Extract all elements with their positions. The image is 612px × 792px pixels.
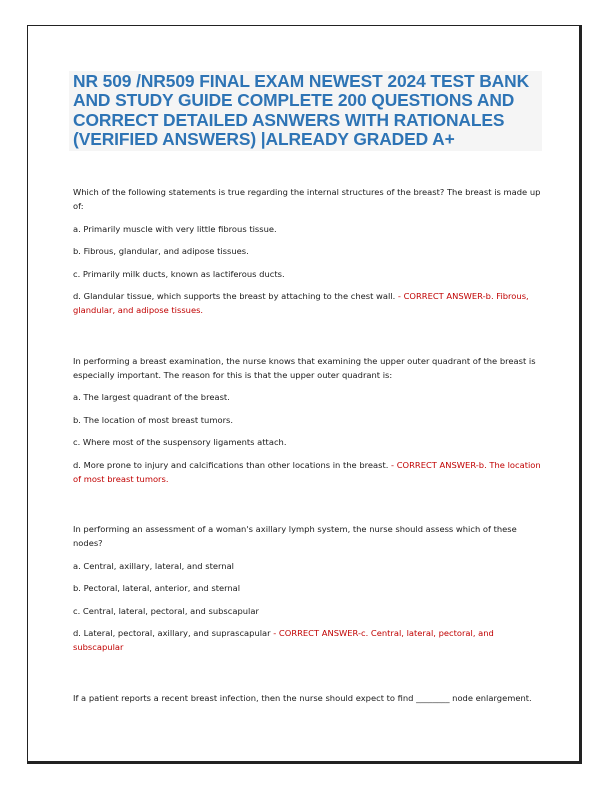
correct-answer: - CORRECT ANSWER-b. Fibrous, glandular, and adipose tissues. bbox=[73, 291, 529, 315]
correct-answer: - CORRECT ANSWER-b. The location of most breast tumors. bbox=[73, 459, 541, 484]
option-c: c. Where most of the suspensory ligaments attach. bbox=[73, 437, 287, 447]
option-d-with-answer bbox=[73, 289, 543, 317]
question-3 bbox=[73, 522, 543, 654]
question-stem: In performing an assessment of a woman's axillary lymph system, the nurse should assess which of these nodes? bbox=[73, 524, 517, 548]
question-2 bbox=[73, 354, 543, 486]
question-stem: In performing a breast examination, the nurse knows that examining the upper outer quadrant of the breast is especially important. The reason for this is that the upper outer quadrant is: bbox=[73, 355, 536, 380]
option-a: a. The largest quadrant of the breast. bbox=[73, 392, 230, 402]
option-c: c. Primarily milk ducts, known as lactiferous ducts. bbox=[73, 268, 285, 279]
spacer bbox=[73, 494, 543, 522]
document-title: NR 509 /NR509 FINAL EXAM NEWEST 2024 TEST BANK AND STUDY GUIDE COMPLETE 200 QUESTIONS AND CORRECT DETAILED ASNWERS WITH RATIONALES (VERIFIED ANSWERS) |ALREADY GRADED A+ bbox=[73, 71, 530, 150]
option-b: b. Pectoral, lateral, anterior, and sternal bbox=[73, 583, 241, 593]
option-a: a. Central, axillary, lateral, and sternal bbox=[73, 560, 235, 571]
option-c: c. Central, lateral, pectoral, and subscapular bbox=[73, 605, 259, 616]
option-d-with-answer bbox=[73, 626, 543, 654]
spacer bbox=[73, 663, 543, 691]
question-list bbox=[73, 185, 543, 713]
spacer bbox=[73, 326, 543, 354]
correct-answer: - CORRECT ANSWER-c. Central, lateral, pectoral, and subscapular bbox=[73, 628, 494, 652]
question-4 bbox=[73, 691, 543, 705]
option-d: d. Glandular tissue, which supports the breast by attaching to the chest wall. bbox=[73, 291, 396, 301]
title-box bbox=[69, 71, 542, 151]
option-b: b. The location of most breast tumors. bbox=[73, 414, 234, 425]
option-d-with-answer bbox=[73, 458, 543, 486]
option-b: b. Fibrous, glandular, and adipose tissues. bbox=[73, 246, 249, 256]
question-stem: If a patient reports a recent breast infection, then the nurse should expect to find ________ node enlargement. bbox=[73, 692, 532, 703]
question-1 bbox=[73, 185, 543, 317]
option-d: d. More prone to injury and calcifications than other locations in the breast. bbox=[73, 459, 389, 470]
option-d: d. Lateral, pectoral, axillary, and suprascapular bbox=[73, 628, 271, 638]
question-stem: Which of the following statements is true regarding the internal structures of the breast? The breast is made up of: bbox=[73, 187, 541, 211]
option-a: a. Primarily muscle with very little fibrous tissue. bbox=[73, 223, 277, 234]
